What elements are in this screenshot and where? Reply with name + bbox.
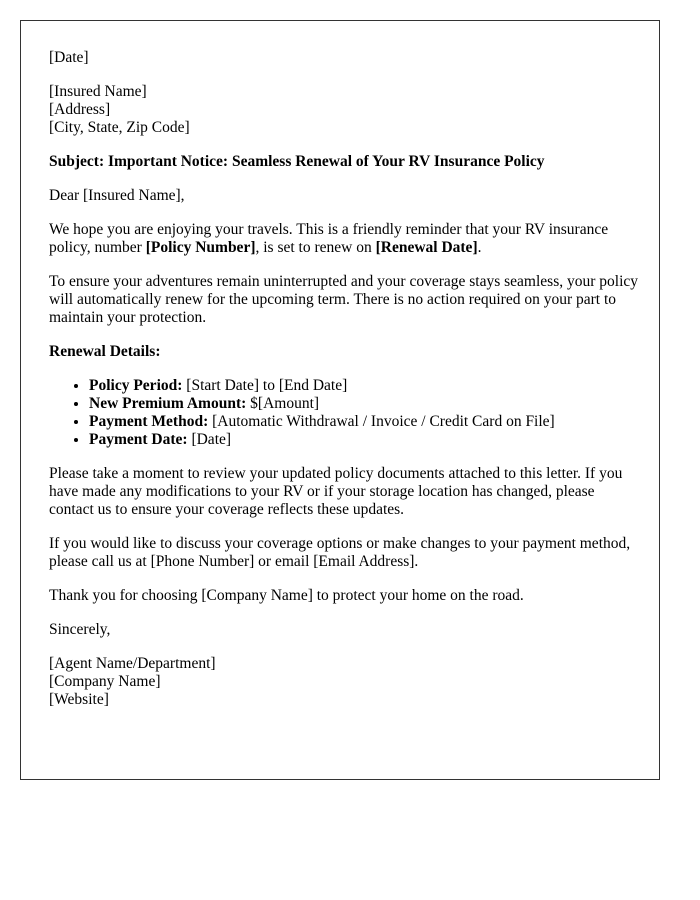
subject-line: Subject: Important Notice: Seamless Renewal of Your RV Insurance Policy: [49, 153, 545, 170]
paragraph-reminder-text-3: .: [477, 239, 482, 256]
paragraph-reminder: [49, 221, 639, 257]
detail-label: New Premium Amount:: [89, 395, 247, 412]
detail-premium-amount: [89, 395, 639, 413]
recipient-city: [City, State, Zip Code]: [49, 119, 190, 136]
renewal-details-heading: Renewal Details:: [49, 343, 161, 360]
detail-value: [Automatic Withdrawal / Invoice / Credit Card on File]: [208, 413, 555, 430]
detail-policy-period: [89, 377, 639, 395]
paragraph-auto-renew: To ensure your adventures remain uninterrupted and your coverage stays seamless, your policy will automatically renew for the upcoming term. There is no action required on your part to maintain your protection.: [49, 273, 639, 326]
detail-value: [Start Date] to [End Date]: [182, 377, 348, 394]
paragraph-reminder-text-2: , is set to renew on: [255, 239, 376, 256]
renewal-date: [Renewal Date]: [375, 239, 478, 256]
detail-payment-method: [89, 413, 639, 431]
paragraph-thanks: Thank you for choosing [Company Name] to protect your home on the road.: [49, 587, 524, 604]
letter-date: [Date]: [49, 49, 89, 66]
recipient-name: [Insured Name]: [49, 83, 147, 100]
signature-block: [49, 655, 639, 709]
detail-value: $[Amount]: [246, 395, 320, 412]
detail-value: [Date]: [187, 431, 232, 448]
signature-website: [Website]: [49, 691, 109, 708]
signature-agent: [Agent Name/Department]: [49, 655, 216, 672]
paragraph-contact: If you would like to discuss your coverage options or make changes to your payment method, please call us at [Phone Number] or email [Email Address].: [49, 535, 631, 570]
salutation: Dear [Insured Name],: [49, 187, 185, 204]
recipient-block: [49, 83, 639, 137]
signature-company: [Company Name]: [49, 673, 161, 690]
renewal-details-list: [49, 377, 639, 449]
letter-body: [49, 49, 639, 725]
letter-page: [20, 20, 660, 780]
detail-label: Policy Period:: [89, 377, 183, 394]
detail-label: Payment Date:: [89, 431, 188, 448]
closing: Sincerely,: [49, 621, 111, 638]
detail-payment-date: [89, 431, 639, 449]
policy-number: [Policy Number]: [145, 239, 256, 256]
recipient-address: [Address]: [49, 101, 111, 118]
detail-label: Payment Method:: [89, 413, 209, 430]
paragraph-reminder-text-1: We hope you are enjoying your travels. This is a friendly reminder that your RV insurance policy, number: [49, 221, 609, 256]
paragraph-review-documents: Please take a moment to review your updated policy documents attached to this letter. If you have made any modifications to your RV or if your storage location has changed, please contact us to ensure your coverage reflects these updates.: [49, 465, 623, 518]
